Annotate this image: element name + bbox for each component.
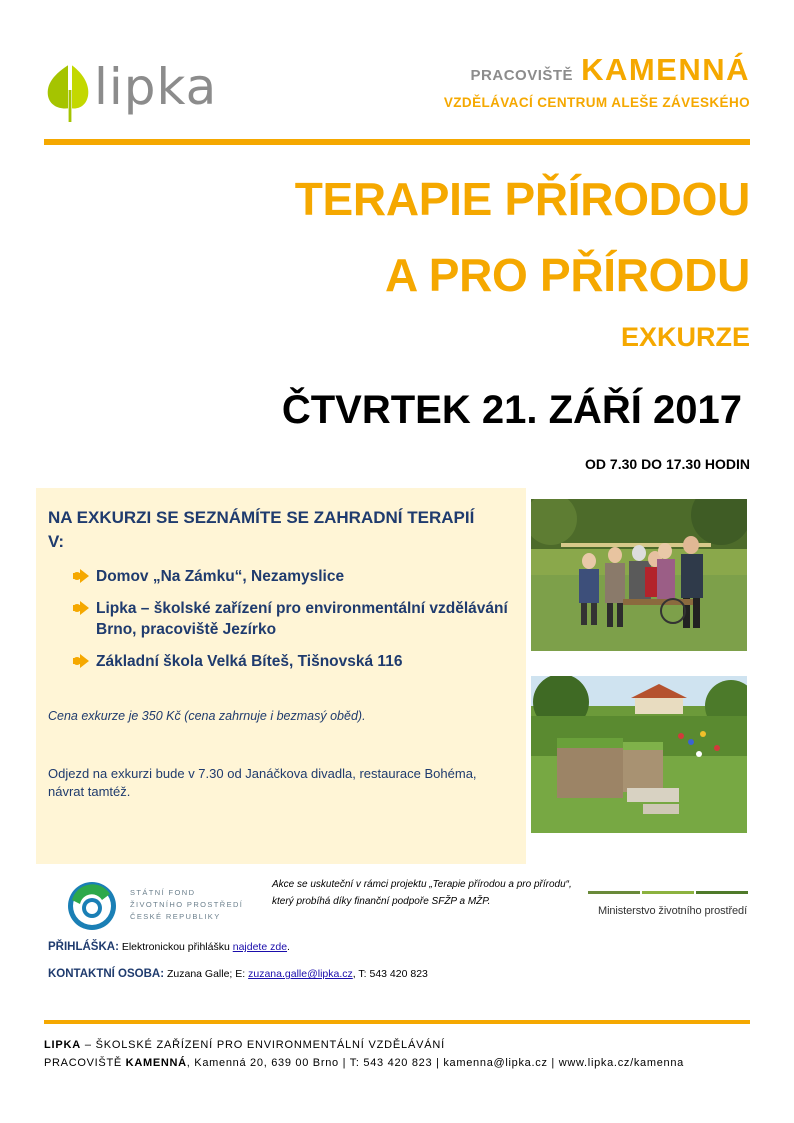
event-title-line1: TERAPIE PŘÍRODOU xyxy=(294,173,750,225)
mzp-name: Ministerstvo životního prostředí xyxy=(598,905,748,917)
list-item xyxy=(72,598,512,640)
registration-line xyxy=(48,941,290,953)
registration-label: PŘIHLÁŠKA: xyxy=(48,941,119,953)
footer-address xyxy=(44,1057,684,1069)
orange-arrow-icon xyxy=(72,653,90,669)
event-date: ČTVRTEK 21. ZÁŘÍ 2017 xyxy=(281,388,742,432)
contact-phone: , T: 543 420 823 xyxy=(352,968,428,980)
departure-note: Odjezd na exkurzi bude v 7.30 od Janáčkova divadla, restaurace Bohéma, návrat tamtéž. xyxy=(48,766,477,799)
sfzp-line3: ČESKÉ REPUBLIKY xyxy=(130,912,221,921)
group-photo xyxy=(531,499,747,651)
registration-text: Elektronickou přihlášku xyxy=(121,941,230,953)
orange-arrow-icon xyxy=(72,568,90,584)
footer-addr-bold: KAMENNÁ xyxy=(125,1057,187,1069)
info-heading: NA EXKURZI SE SEZNÁMÍTE SE ZAHRADNÍ TERAPIÍ V: xyxy=(48,508,475,551)
venue-item-3: Základní škola Velká Bíteš, Tišnovská 116 xyxy=(96,653,403,670)
sfzp-line1: STÁTNÍ FOND xyxy=(130,888,196,897)
sfzp-name xyxy=(130,887,243,923)
venue-item-1: Domov „Na Zámku“, Nezamyslice xyxy=(96,568,345,585)
lipka-leaf-icon xyxy=(44,62,94,124)
sfzp-line2: ŽIVOTNÍHO PROSTŘEDÍ xyxy=(130,900,244,909)
orange-arrow-icon xyxy=(72,600,90,616)
registration-link[interactable]: najdete zde xyxy=(232,941,288,953)
footer-addr-rest: , Kamenná 20, 639 00 Brno | T: 543 420 823 | kamenna@lipka.cz | www.lipka.cz/kamenna xyxy=(186,1057,684,1069)
event-hours: OD 7.30 DO 17.30 HODIN xyxy=(585,456,750,472)
contact-label: KONTAKTNÍ OSOBA: xyxy=(48,968,165,980)
venue-list xyxy=(72,566,512,683)
event-title-line2: A PRO PŘÍRODU xyxy=(385,249,750,301)
logo-wordmark: lipka xyxy=(94,58,218,116)
footer-divider xyxy=(44,1020,750,1024)
center-name: VZDĚLÁVACÍ CENTRUM ALEŠE ZÁVESKÉHO xyxy=(443,95,750,110)
contact-email-link[interactable]: zuzana.galle@lipka.cz xyxy=(248,968,353,980)
project-note: Akce se uskuteční v rámci projektu „Terapie přírodou a pro přírodu“, který probíhá díky finanční podpoře SFŽP a MŽP. xyxy=(272,879,572,907)
workplace-name: KAMENNÁ xyxy=(581,52,750,87)
workplace-heading xyxy=(471,52,750,88)
garden-photo xyxy=(531,676,747,833)
contact-line xyxy=(48,968,428,980)
footer-org-bold: LIPKA xyxy=(44,1039,81,1051)
contact-name: Zuzana Galle; E: xyxy=(166,968,246,980)
sfzp-logo-icon xyxy=(66,880,118,932)
list-item xyxy=(72,566,512,587)
header-divider xyxy=(44,139,750,145)
registration-end: . xyxy=(287,941,290,953)
price-note: Cena exkurze je 350 Kč (cena zahrnuje i bezmasý oběd). xyxy=(48,709,366,723)
footer-addr-label: PRACOVIŠTĚ xyxy=(44,1057,126,1069)
event-subtitle: EXKURZE xyxy=(620,322,750,352)
footer-org-rest: – ŠKOLSKÉ ZAŘÍZENÍ PRO ENVIRONMENTÁLNÍ VZDĚLÁVÁNÍ xyxy=(81,1039,445,1051)
venue-item-2: Lipka – školské zařízení pro environmentální vzdělávání Brno, pracoviště Jezírko xyxy=(96,600,508,638)
list-item xyxy=(72,651,512,672)
footer-org xyxy=(44,1039,445,1051)
workplace-label: PRACOVIŠTĚ xyxy=(470,67,574,84)
mzp-logo-bars xyxy=(588,891,748,896)
